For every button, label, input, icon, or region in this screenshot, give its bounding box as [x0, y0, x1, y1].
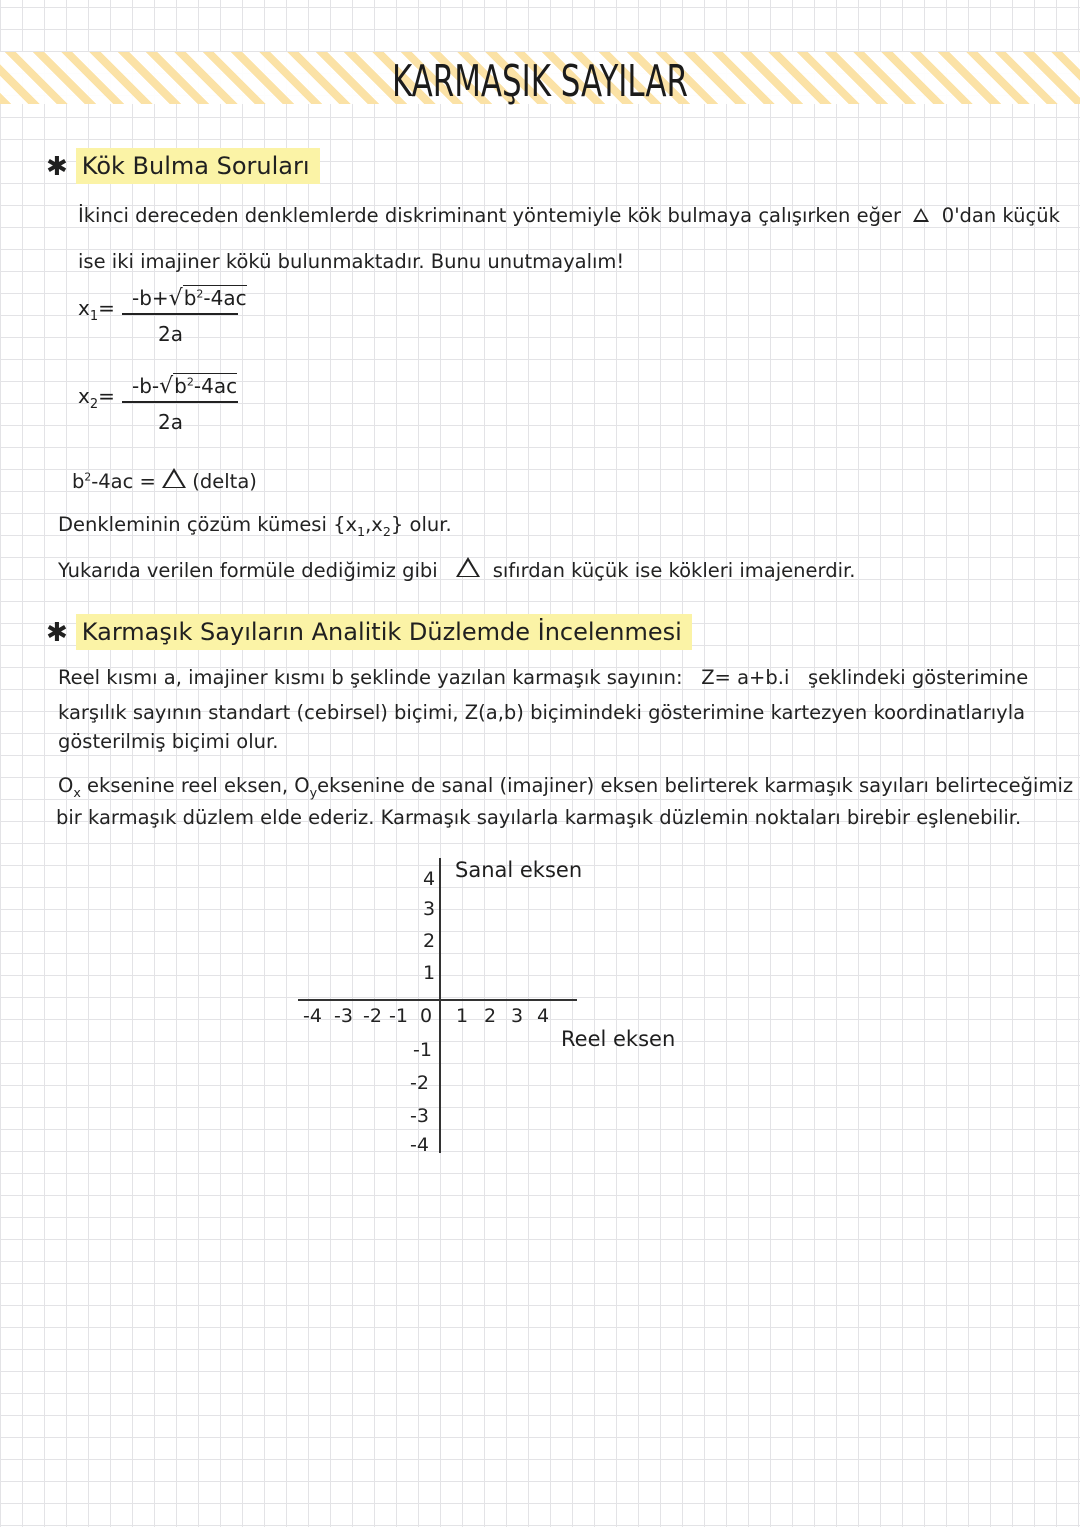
asterisk-icon: ✱ — [46, 618, 68, 648]
real-axis — [298, 999, 577, 1001]
section-heading-complex-plane — [46, 614, 692, 650]
y-tick: 4 — [423, 868, 436, 890]
formula-x1-lhs: $x_1=$ — [78, 296, 115, 324]
y-tick: 3 — [423, 898, 436, 920]
asterisk-icon: ✱ — [46, 152, 68, 182]
section-heading-root-finding — [46, 148, 320, 184]
formula-x1-numerator: $-b+√b^2-4ac$ — [132, 286, 247, 311]
delta-triangle-icon — [913, 208, 929, 222]
x-tick: 3 — [511, 1005, 524, 1027]
x-tick: 1 — [456, 1005, 469, 1027]
intro-line-1 — [78, 204, 1060, 227]
intro-text-a: İkinci dereceden denklemlerde diskriminant yöntemiyle kök bulmaya çalışırken eğer — [78, 204, 901, 227]
origin-label: 0 — [420, 1005, 433, 1027]
delta-triangle-icon — [456, 557, 480, 577]
intro-line-2: ise iki imajiner kökü bulunmaktadır. Bunu unutmayalım! — [78, 250, 625, 273]
y-tick: 2 — [423, 930, 436, 952]
x-tick: -4 — [303, 1005, 322, 1027]
x-tick: 4 — [537, 1005, 550, 1027]
para1-line-3: gösterilmiş biçimi olur. — [58, 730, 279, 753]
formula-x2-numerator: $-b-√b^2-4ac$ — [132, 374, 238, 399]
formula-x2-denominator: 2a — [158, 410, 183, 434]
para2-line-1: $O_x$ eksenine reel eksen, $O_yeksenine$ de sanal (imajiner) eksen belirterek karmaşık sayıları belirteceğimiz — [58, 774, 1074, 800]
para1-line-2: karşılık sayının standart (cebirsel) biçimi, Z(a,b) biçimindeki gösterimine kartezyen koordinatlarıyla — [58, 701, 1026, 724]
fraction-bar — [122, 313, 238, 315]
x-tick: -3 — [334, 1005, 353, 1027]
delta-definition: $b^2-4ac$ = (delta) — [72, 470, 257, 493]
imaginary-axis-label: Sanal eksen — [455, 858, 583, 882]
y-tick: -1 — [413, 1039, 432, 1061]
solution-set-line: Denkleminin çözüm kümesi $\{x_1,x_2\}$ olur. — [58, 513, 452, 539]
conclusion-line: Yukarıda verilen formüle dediğimiz gibi sıfırdan küçük ise kökleri imajenerdir. — [58, 559, 856, 582]
formula-x2-lhs: $x_2=$ — [78, 384, 115, 412]
fraction-bar — [122, 401, 238, 403]
heading-highlight: Karmaşık Sayıların Analitik Düzlemde İncelenmesi — [76, 614, 692, 650]
para1-line-1: Reel kısmı a, imajiner kısmı b şeklinde yazılan karmaşık sayının: Z= a+b.i şeklindeki gösterimine — [58, 666, 1029, 689]
delta-triangle-icon — [162, 468, 186, 488]
x-tick: -2 — [363, 1005, 382, 1027]
sqrt-icon: √ — [168, 286, 183, 311]
real-axis-label: Reel eksen — [561, 1027, 676, 1051]
y-tick: -2 — [410, 1072, 429, 1094]
imaginary-axis — [439, 858, 441, 1153]
heading-highlight: Kök Bulma Soruları — [76, 148, 320, 184]
intro-text-b: 0'dan küçük — [941, 204, 1060, 227]
formula-x1-denominator: 2a — [158, 322, 183, 346]
sqrt-icon: √ — [159, 374, 174, 399]
para2-line-2: bir karmaşık düzlem elde ederiz. Karmaşık sayılarla karmaşık düzlemin noktaları birebir eşlenebilir. — [56, 806, 1022, 829]
y-tick: -4 — [410, 1134, 429, 1156]
y-tick: -3 — [410, 1105, 429, 1127]
radicand: $b^2-4ac$ — [174, 374, 238, 398]
x-tick: 2 — [484, 1005, 497, 1027]
radicand: $b^2-4ac$ — [183, 286, 247, 310]
y-tick: 1 — [423, 962, 436, 984]
page-title: KARMAŞIK SAYILAR — [392, 56, 688, 107]
algebraic-form-formula: Z= a+b.i — [701, 666, 790, 689]
x-tick: -1 — [389, 1005, 408, 1027]
